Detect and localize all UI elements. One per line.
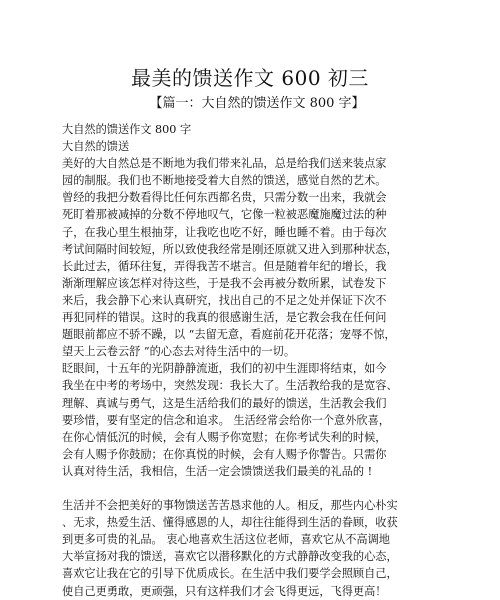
- text-line: 长此过去，循环往复，弄得我苦不堪言。但是随着年纪的增长，我: [62, 259, 387, 273]
- text-line: 要珍惜，要有坚定的信念和追求。 生活经常会给你一个意外欣喜，: [62, 413, 390, 427]
- section-heading: 【篇一：大自然的馈送作文 800 字】: [149, 96, 365, 111]
- text-line: 望天上云卷云舒 ”的心态去对待生活中的一切。: [62, 345, 296, 359]
- text-line: 使自己更勇敢，更顽强，只有这样我们才会飞得更远，飞得更高！: [62, 584, 387, 598]
- text-line: 在你心情低沉的时候，会有人赐予你宽慰；在你考试失利的时候，: [62, 430, 387, 444]
- text-line: 大自然的馈送: [62, 140, 130, 154]
- text-line: 理解、真诚与勇气，这是生活给我们的最好的馈送，生活教会我们: [62, 396, 387, 410]
- text-line: 曾经的我把分数看得比任何东西都名贵，只需分数一出来，我就会: [62, 191, 387, 205]
- text-line: 再犯同样的错误。这时的我真的很感谢生活，是它教会我在任何问: [62, 311, 387, 325]
- text-line: 会有人赐予你鼓励；在你真悦的时候，会有人赐予你警告。只需你: [62, 447, 387, 461]
- text-line: 认真对待生活，我相信，生活一定会馈馈送我们最美的礼品的 !: [62, 464, 373, 478]
- text-line: 考试间隔时间较短，所以致使我经常是刚还原就又进入到那种状态，: [62, 242, 398, 256]
- text-line: 眨眼间，十五年的光阴静静流逝，我们的初中生涯即将结束，如今: [62, 362, 387, 376]
- text-line: 题眼前都应不骄不躁，以 “去留无意，看庭前花开花落；宠辱不惊，: [62, 328, 396, 342]
- text-line: 美好的大自然总是不断地为我们带来礼品，总是给我们送来装点家: [62, 157, 387, 171]
- document-body: [62, 121, 452, 600]
- text-line: 来后，我会静下心来认真研究，找出自己的不足之处并保证下次不: [62, 293, 387, 307]
- text-line: 、无求，热爱生活、懂得感恩的人，却往往能得到生活的眷顾，收获: [62, 516, 398, 530]
- text-line: 园的制服。我们也不断地接受着大自然的馈送，感觉自然的艺术。: [62, 174, 387, 188]
- text-line: 喜欢它让我在它的引导下优质成长。在生活中我们要学会照顾自己，: [62, 567, 398, 581]
- text-line: 子，在我心里生根抽芽，让我吃也吃不好，睡也睡不着。由于每次: [62, 225, 387, 239]
- text-line: [62, 480, 452, 497]
- text-line: 大举宣扬对我的馈送，喜欢它以潜移默化的方式静静改变我的心态，: [62, 550, 398, 564]
- text-line: 我坐在中考的考场中，突然发现：我长大了。生活教给我的是宽容、: [62, 379, 398, 393]
- text-line: 生活并不会把美好的事物馈送苦苦恳求他的人。相反，那些内心朴实: [62, 499, 398, 513]
- text-line: 渐渐理解应该怎样对待这些，于是我不会再被分数所累，试卷发下: [62, 276, 387, 290]
- text-line: 死盯着那被减掉的分数不停地叹气，它像一粒被恶魔施魔过法的种: [62, 208, 387, 222]
- text-line: 到更多可贵的礼品。 衷心地喜欢生活这位老师，喜欢它从不高调地: [62, 533, 390, 547]
- text-line: 大自然的馈送作文 800 字: [62, 123, 192, 136]
- document-title: 最美的馈送作文 600 初三: [131, 66, 369, 90]
